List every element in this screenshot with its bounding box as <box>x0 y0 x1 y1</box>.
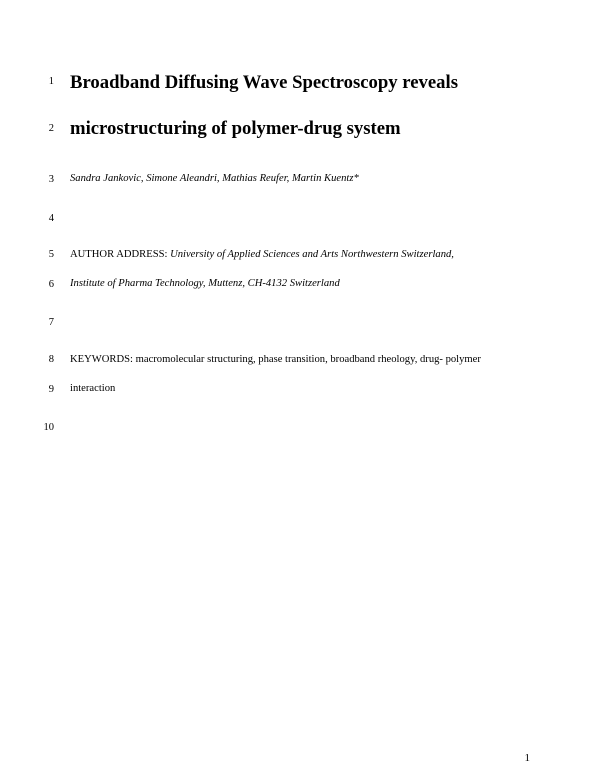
line-number-4: 4 <box>48 213 54 224</box>
author-list: Sandra Jankovic, Simone Aleandri, Mathias Reufer, Martin Kuentz* <box>70 173 359 184</box>
line-number-2: 2 <box>48 123 54 134</box>
title-line-1: Broadband Diffusing Wave Spectroscopy reveals <box>70 72 458 93</box>
keywords-line-1: KEYWORDS: macromolecular structuring, phase transition, broadband rheology, drug- polymer <box>70 354 481 365</box>
line-number-6: 6 <box>48 279 54 290</box>
line-number-10: 10 <box>43 422 54 433</box>
author-address-line-1 <box>70 249 454 260</box>
line-number-1: 1 <box>48 76 54 87</box>
line-number-3: 3 <box>48 174 54 185</box>
line-number-8: 8 <box>48 354 54 365</box>
address-label: AUTHOR ADDRESS: <box>70 249 168 260</box>
keywords-line-2: interaction <box>70 383 116 394</box>
author-address-line-2: Institute of Pharma Technology, Muttenz, CH-4132 Switzerland <box>70 278 340 289</box>
line-number-5: 5 <box>48 249 54 260</box>
line-number-9: 9 <box>48 384 54 395</box>
address-affiliation: University of Applied Sciences and Arts Northwestern Switzerland, <box>170 249 454 260</box>
title-line-2: microstructuring of polymer-drug system <box>70 118 401 139</box>
line-number-7: 7 <box>48 317 54 328</box>
page-number: 1 <box>524 752 530 764</box>
